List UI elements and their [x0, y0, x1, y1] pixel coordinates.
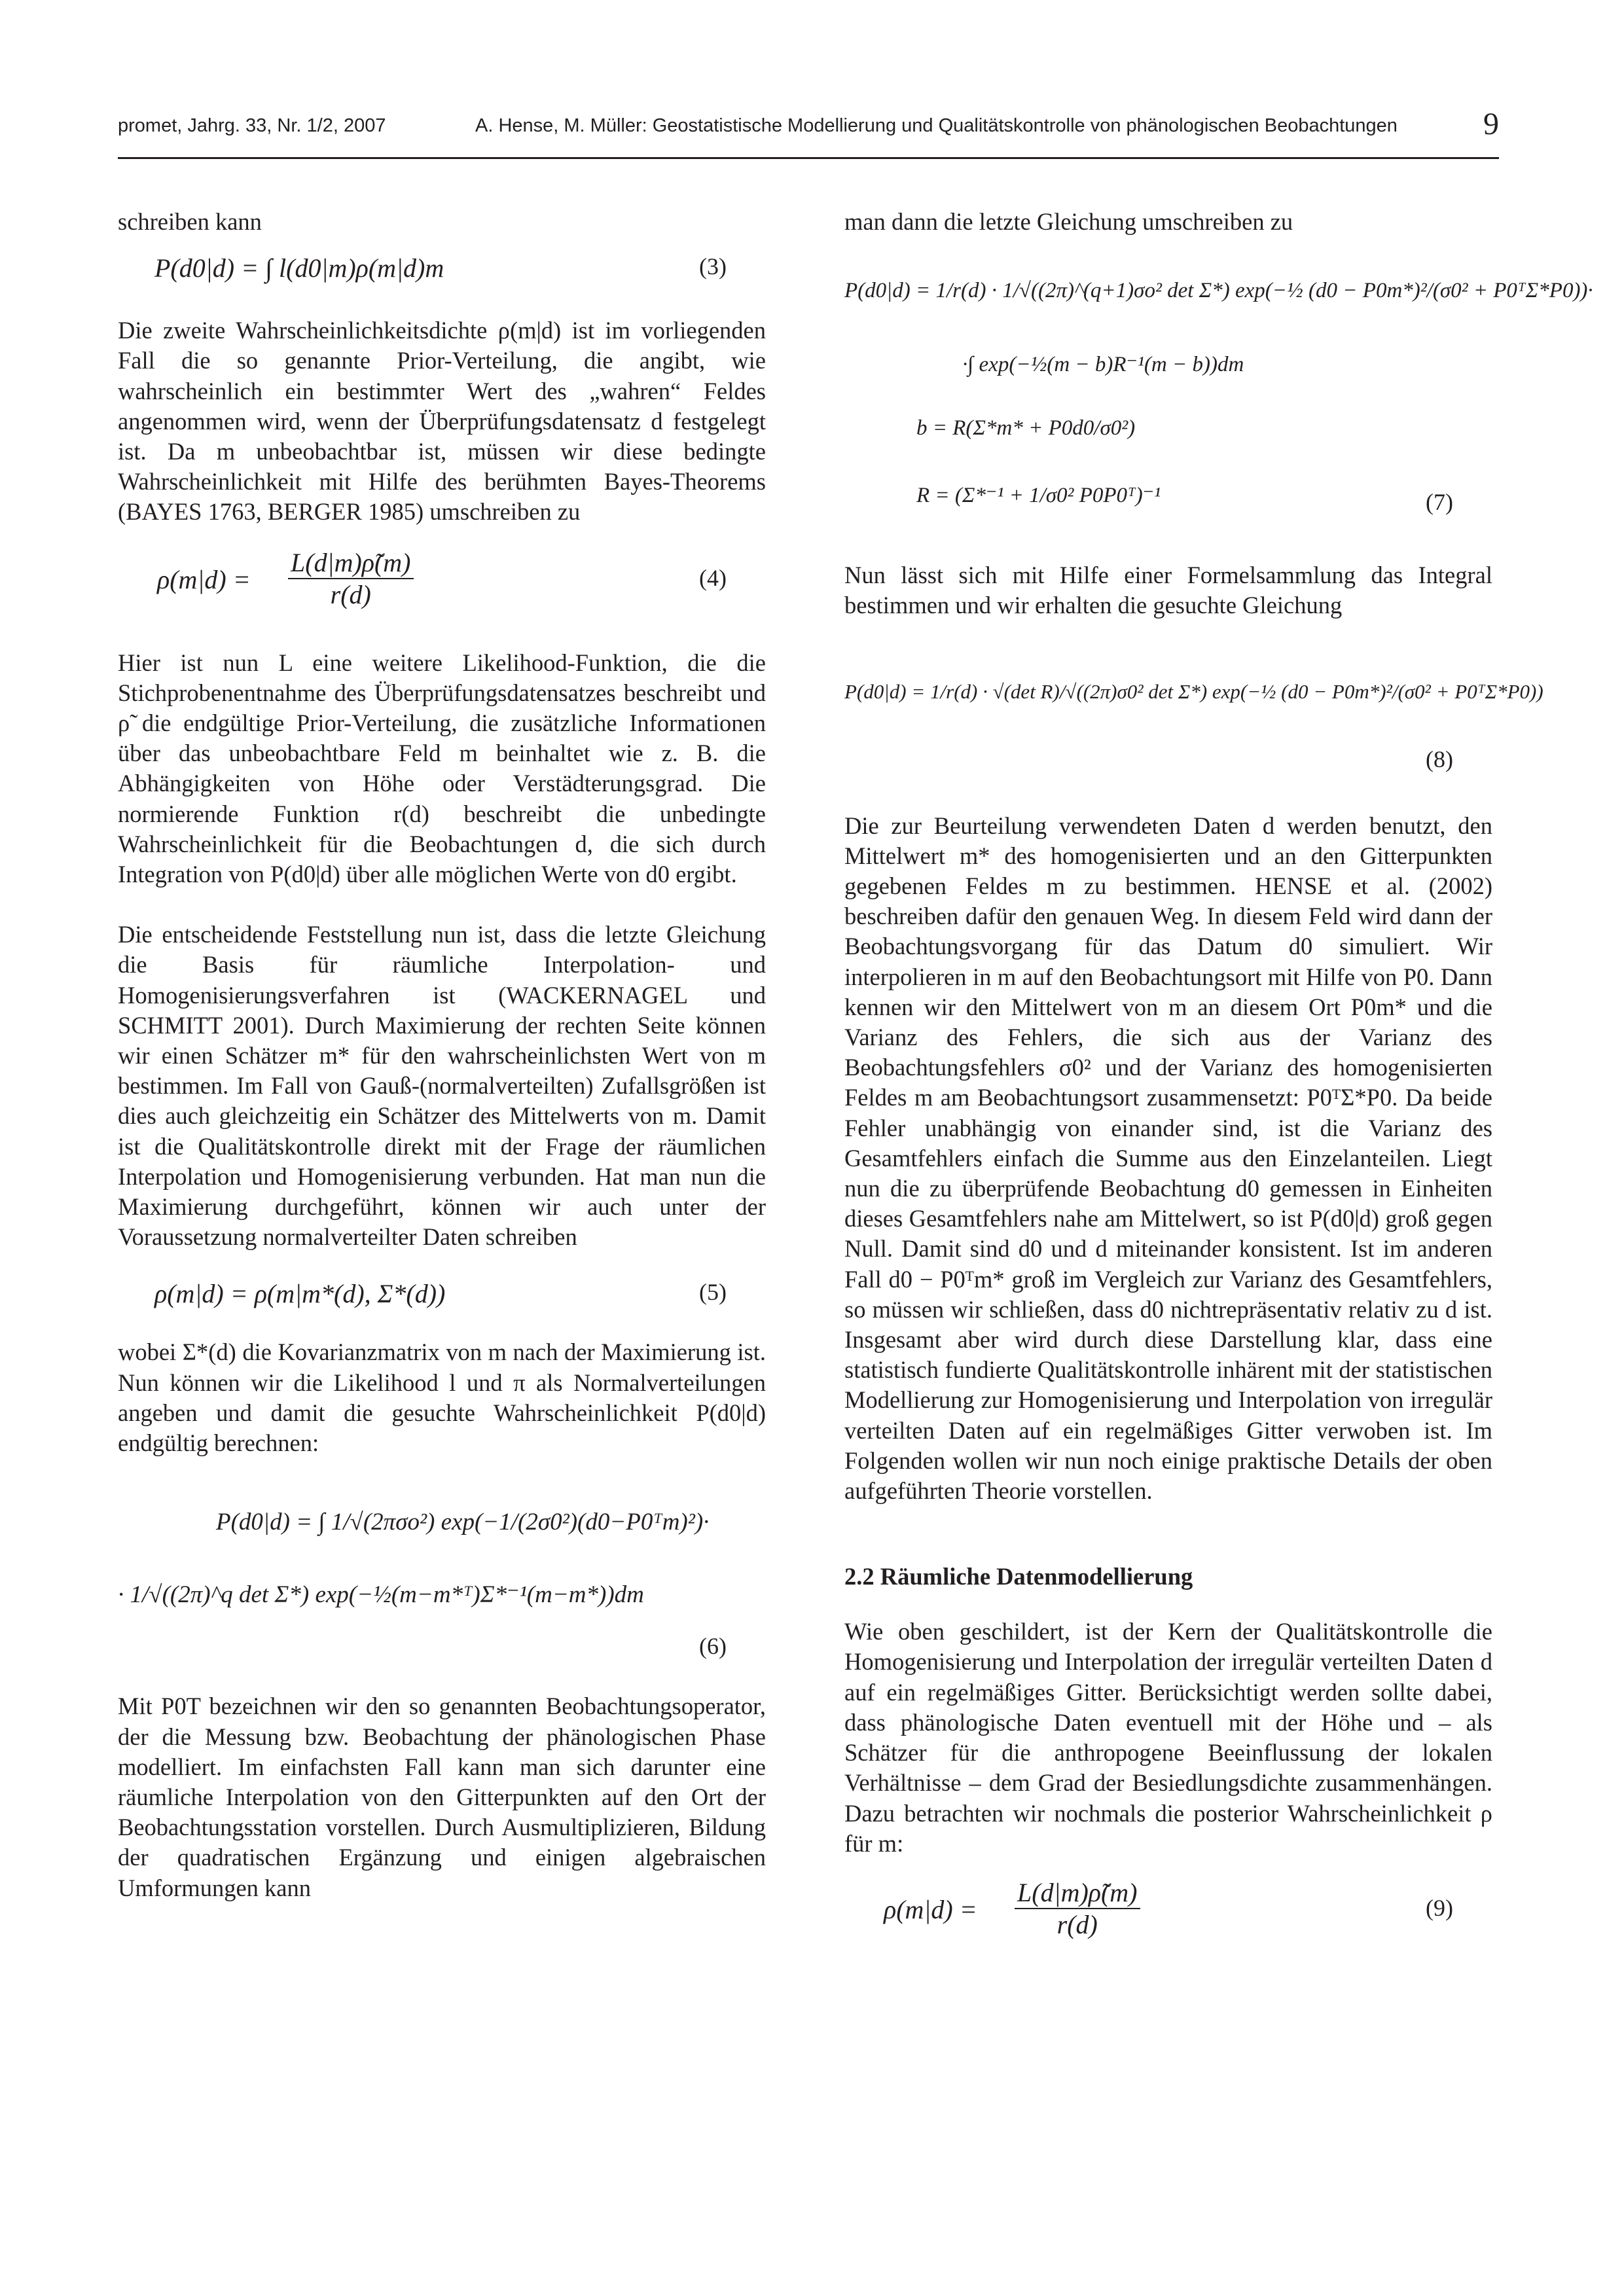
equation-line: P(d0|d) = 1/r(d) · √(det R)/√((2π)σ0² det Σ*) exp(−½ (d0 − P0m*)²/(σ0² + P0ᵀΣ*P0)) [844, 679, 1543, 703]
equation-7 [844, 253, 1593, 541]
paragraph: man dann die letzte Gleichung umschreiben zu [844, 208, 1293, 235]
fraction-numerator: L(d|m)ρ̃(m) [1015, 1877, 1140, 1909]
equation-number: (6) [699, 1633, 727, 1660]
paragraph: Die entscheidende Feststellung nun ist, dass die letzte Gleichung die Basis für räumliche Interpolation- und Homogenisierungsverfahren ist (WACKERNAGEL und SCHMITT 2001). Durch Maximierung der rechten Seite können wir einen Schätzer m* für den wahrscheinlichsten Wert von m bestimmen. Im Fall von Gauß-(normalverteilten) Zufallsgrößen ist dies auch gleichzeitig ein Schätzer des Mittelwerts von m. Damit ist die Qualitätskontrolle direkt mit der Frage der räumlichen Interpolation und Homogenisierung verbunden. Hat man nun die Maximierung durchgeführt, können wir auch unter der Voraussetzung normalverteilter Daten schreiben [118, 921, 766, 1251]
running-header [118, 107, 1499, 149]
equation-8 [844, 647, 1543, 778]
equation-line: P(d0|d) = 1/r(d) · 1/√((2π)^(q+1)σo² det Σ*) exp(−½ (d0 − P0m*)²/(σ0² + P0ᵀΣ*P0))· [844, 279, 1593, 303]
equation-6 [118, 1495, 766, 1672]
page-number: 9 [1483, 107, 1499, 141]
equation-number: (8) [1426, 745, 1453, 772]
equation-line: P(d0|d) = ∫ 1/√(2πσo²) exp(−1/(2σ0²)(d0−P0ᵀm)²)· [216, 1509, 710, 1536]
equation-fraction [1015, 1877, 1140, 1940]
paragraph: Nun lässt sich mit Hilfe einer Formelsammlung das Integral bestimmen und wir erhalten die gesuchte Gleichung [844, 562, 1492, 619]
paragraph: Die zur Beurteilung verwendeten Daten d werden benutzt, den Mittelwert m* des homogenisierten und an den Gitterpunkten gegebenen Feldes m zu bestimmen. HENSE et al. (2002) beschreiben dafür den genauen Weg. In diesem Feld wird dann der Beobachtungsvorgang für das Datum d0 simuliert. Wir interpolieren in m auf den Beobachtungsort mit Hilfe von P0. Dann kennen wir den Mittelwert von m an diesem Ort P0m* und die Varianz des Fehlers, die sich aus der Varianz des Beobachtungsfehlers σ0² und der Varianz des homogenisierten Feldes m am Beobachtungsort zusammensetzt: P0ᵀΣ*P0. Da beide Fehler unabhängig von einander sind, ist die Varianz des Gesamtfehlers einfach die Summe aus den Einzelanteilen. Liegt nun die zu überprüfende Beobachtung d0 gemessen in Einheiten dieses Gesamtfehlers nahe am Mittelwert, so ist P(d0|d) groß gegen Null. Damit sind d0 und d miteinander konsistent. Ist im anderen Fall d0 − P0ᵀm* groß im Vergleich zur Varianz des Gesamtfehlers, so müssen wir schließen, dass d0 nichtrepräsentativ relativ zu d ist. Insgesamt aber wird durch diese Darstellung klar, dass eine statistisch fundierte Qualitätskontrolle inhärent mit der statistischen Modellierung zur Homogenisierung und Interpolation von irregulär verteilten Daten auf ein regelmäßiges Gitter verwoben ist. Im Folgenden wollen wir nun noch einige praktische Details der oben aufgeführten Theorie vorstellen. [844, 812, 1492, 1505]
equation-3 [118, 253, 766, 292]
equation-body: ρ(m|d) = ρ(m|m*(d), Σ*(d)) [154, 1279, 446, 1309]
paragraph: wobei Σ*(d) die Kovarianzmatrix von m nach der Maximierung ist. Nun können wir die Likelihood l und π als Normalverteilungen angeben und damit die gesuchte Wahrscheinlichkeit P(d0|d) endgültig berechnen: [118, 1338, 766, 1457]
equation-number: (9) [1426, 1894, 1453, 1921]
article-title: A. Hense, M. Müller: Geostatistische Modellierung und Qualitätskontrolle von phänologischen Beobachtungen [475, 115, 1398, 136]
equation-fraction [288, 547, 414, 610]
equation-line: ·∫ exp(−½(m − b)R⁻¹(m − b))dm [962, 353, 1244, 377]
right-column [844, 207, 1593, 1973]
journal-citation: promet, Jahrg. 33, Nr. 1/2, 2007 [118, 115, 386, 136]
equation-number: (4) [699, 564, 727, 591]
section-heading: 2.2 Räumliche Datenmodellierung [844, 1563, 1193, 1590]
paragraph: schreiben kann [118, 208, 262, 235]
equation-lhs: ρ(m|d) = [157, 564, 251, 594]
equation-number: (3) [699, 253, 727, 280]
equation-line: b = R(Σ*m* + P0d0/σ0²) [916, 416, 1136, 440]
fraction-numerator: L(d|m)ρ̃(m) [288, 547, 414, 579]
paragraph: Wie oben geschildert, ist der Kern der Qualitätskontrolle die Homogenisierung und Interpolation der irregulär verteilten Daten d auf ein regelmäßiges Gitter. Berücksichtigt werden sollte dabei, dass phänologische Daten eventuell mit der Höhe und – als Schätzer für die anthropogene Beeinflussung der lokalen Verhältnisse – dem Grad der Besiedlungsdichte zusammenhängen. Dazu betrachten wir nochmals die posterior Wahrscheinlichkeit ρ für m: [844, 1618, 1492, 1857]
header-rule [118, 157, 1499, 159]
equation-line: · 1/√((2π)^q det Σ*) exp(−½(m−m*ᵀ)Σ*⁻¹(m−m*))dm [118, 1581, 644, 1609]
fraction-denominator: r(d) [330, 579, 371, 609]
equation-number: (7) [1426, 489, 1453, 516]
paragraph: Hier ist nun L eine weitere Likelihood-Funktion, die die Stichprobenentnahme des Überprüfungsdatensatzes beschreibt und ρ̃ die endgültige Prior-Verteilung, die zusätzliche Informationen über das unbeobachtbare Feld m beinhaltet wie z. B. die Abhängigkeiten von Höhe oder Verstädterungsgrad. Die normierende Funktion r(d) beschreibt die unbedingte Wahrscheinlichkeit für die Beobachtungen d, die sich durch Integration von P(d0|d) über alle möglichen Werte von d0 ergibt. [118, 649, 766, 888]
equation-5 [118, 1278, 766, 1311]
paragraph: Die zweite Wahrscheinlichkeitsdichte ρ(m|d) ist im vorliegenden Fall die so genannte Prior-Verteilung, die angibt, wie wahrscheinlich ein bestimmter Wert des „wahren“ Feldes angenommen wird, wenn der Überprüfungsdatensatz d festgelegt ist. Da m unbeobachtbar ist, müssen wir diese bedingte Wahrscheinlichkeit mit Hilfe des berühmten Bayes-Theorems (BAYES 1763, BERGER 1985) umschreiben zu [118, 317, 766, 526]
left-column [118, 207, 766, 1903]
equation-9 [844, 1877, 1492, 1949]
paragraph: Mit P0T bezeichnen wir den so genannten Beobachtungsoperator, der die Messung bzw. Beobachtung der phänologischen Phase modelliert. Im einfachsten Fall kann man sich darunter eine räumliche Interpolation von den Gitterpunkten auf den Ort der Beobachtungsstation vorstellen. Durch Ausmultiplizieren, Bildung der quadratischen Ergänzung und einigen algebraischen Umformungen kann [118, 1693, 766, 1901]
equation-lhs: ρ(m|d) = [884, 1894, 977, 1924]
equation-line: R = (Σ*⁻¹ + 1/σ0² P0P0ᵀ)⁻¹ [916, 484, 1161, 508]
equation-number: (5) [699, 1279, 727, 1306]
equation-body: P(d0|d) = ∫ l(d0|m)ρ(m|d)m [154, 253, 444, 283]
fraction-denominator: r(d) [1056, 1909, 1098, 1939]
equation-4 [118, 547, 766, 619]
